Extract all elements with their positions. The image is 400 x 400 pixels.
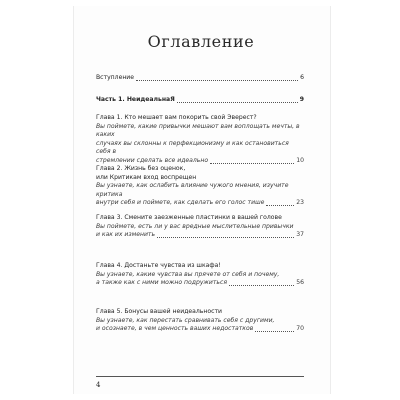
toc-page-number: 56	[296, 279, 304, 287]
toc-entry-title: Глава 3. Смените заезженные пластинки в вашей голове	[96, 214, 282, 221]
dot-leader	[157, 237, 294, 238]
footer-rule	[96, 376, 304, 377]
toc-entry-intro	[96, 74, 304, 83]
toc-page-number: 70	[296, 325, 304, 333]
toc-entry-chapter-1	[96, 114, 304, 166]
toc-entry-title: Глава 4. Достаньте чувства из шкафа!	[96, 262, 221, 269]
toc-entry-title: Глава 5. Бонусы вашей неидеальности	[96, 308, 222, 315]
toc-entry-title: Глава 1. Кто мешает вам покорить свой Эверест?	[96, 114, 257, 121]
toc-page-number: 37	[296, 231, 304, 239]
toc-entry-title: Глава 2. Жизнь без оценок,	[96, 165, 186, 172]
toc-entry-chapter-2	[96, 165, 304, 208]
toc-entry-description: Вы узнаете, какие чувства вы прячете от себя и почему,	[96, 270, 280, 278]
toc-entry-title: Вступление	[96, 74, 135, 81]
dot-leader	[266, 205, 294, 206]
toc-entry-chapter-3	[96, 214, 304, 240]
toc-entry-description: Вы узнаете, как ослабить влияние чужого мнения, изучите критика	[96, 182, 289, 198]
dot-leader	[210, 163, 294, 164]
dot-leader	[177, 102, 298, 103]
toc-entry-description: Вы узнаете, как перестать сравнивать себя с другими,	[96, 316, 275, 324]
toc-entry-title: или Критикам вход воспрещен	[96, 173, 197, 181]
toc-entry-description: стремлении сделать все идеально	[96, 156, 209, 164]
toc-page-number: 6	[300, 74, 304, 81]
toc-page-number: 10	[296, 156, 304, 164]
toc-entry-description: а также как с ними можно подружиться	[96, 279, 228, 287]
page-title: Оглавление	[147, 32, 255, 51]
toc-entry-description: и осознаете, в чем ценность ваших недостатков	[96, 325, 254, 333]
toc-entry-description: случаях вы склонны к перфекционизму и как остановиться себя в	[96, 139, 289, 156]
toc-page-number: 23	[296, 199, 304, 207]
toc-entry-description: внутри себя и поймете, как сделать его голос тише	[96, 199, 265, 207]
dot-leader	[136, 80, 298, 81]
dot-leader	[229, 285, 294, 286]
toc-entry-chapter-4	[96, 262, 304, 288]
toc-page-number: 9	[299, 96, 304, 103]
page-number: 4	[96, 381, 101, 389]
toc-entry-description: и как их изменить	[96, 231, 156, 239]
toc-entry-title: Часть 1. НеидеальнаЯ	[96, 96, 175, 103]
toc-entry-description: Вы поймете, какие привычки мешают вам воплощать мечты, в каких	[96, 122, 300, 139]
dot-leader	[255, 331, 294, 332]
toc-entry-description: Вы поймете, есть ли у вас вредные мыслительные привычки	[96, 222, 294, 230]
toc-entry-chapter-5	[96, 308, 304, 334]
toc-entry-part-1	[96, 96, 304, 105]
